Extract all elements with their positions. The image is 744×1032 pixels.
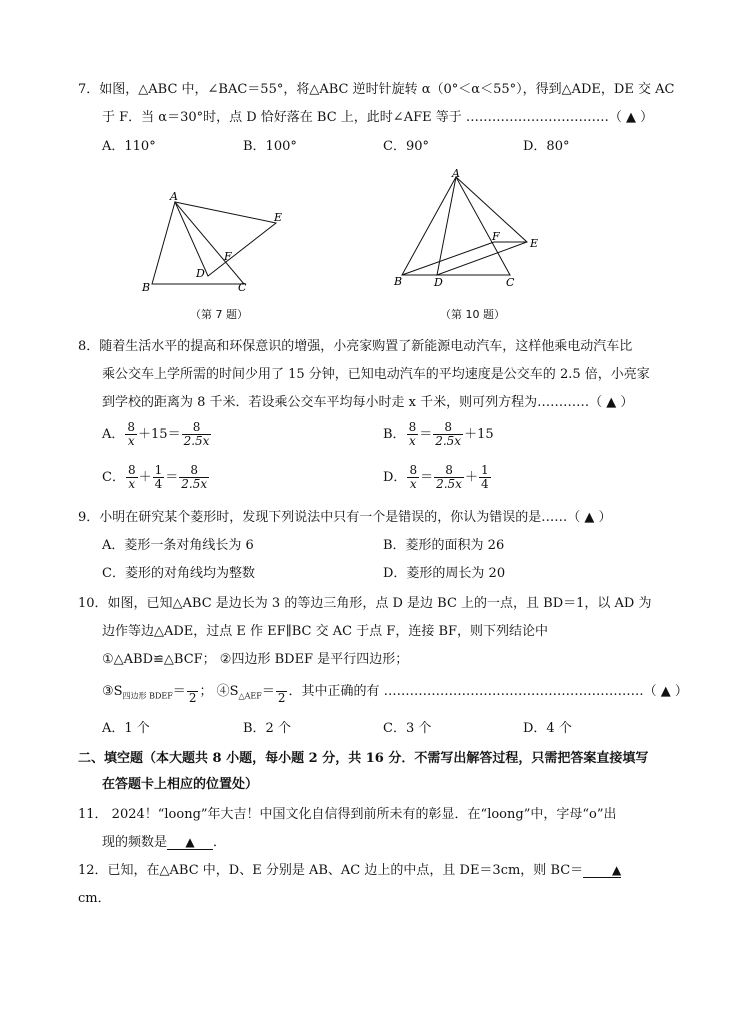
- fig7-label-e: E: [274, 211, 283, 224]
- q7-option-d: D．80°: [523, 139, 570, 154]
- fig10-label-e: E: [530, 237, 539, 250]
- q9-option-d: D．菱形的周长为 20: [383, 566, 506, 581]
- q11-text-line1: 11． 2024！“loong”年大吉！中国文化自信得到前所未有的彰显．在“loong”中，字母“o”出: [78, 807, 617, 822]
- fig7-label-a: A: [170, 190, 178, 203]
- fig10-label-a: A: [452, 167, 460, 180]
- q8-option-d: D． $\frac{8}{x}$ ＝ $\frac{8}{2.5x}$ ＋ $\frac{1}{4}$: [383, 463, 489, 491]
- q10-text-line3: ①△ABD≌△BCF； ②四边形 BDEF 是平行四边形；: [102, 652, 409, 667]
- q7-option-c: C．90°: [383, 139, 429, 154]
- fig7-label-f: F: [224, 250, 232, 263]
- section2-heading-line1: 二、填空题（本大题共 8 小题，每小题 2 分，共 16 分．不需写出解答过程，只需把答案直接填写: [78, 751, 649, 766]
- q12-text-line1: 12．已知，在△ABC 中，D、E 分别是 AB、AC 边上的中点，且 DE＝3cm，则 BC＝ ▲: [78, 863, 622, 878]
- q8-text-line2: 乘公交车上学所需的时间少用了 15 分钟，已知电动汽车的平均速度是公交车的 2.5 倍，小亮家: [102, 367, 650, 382]
- fig7-label-c: C: [238, 281, 247, 294]
- figure-7: [130, 180, 300, 295]
- q10-text-line2: 边作等边△ADE，过点 E 作 EF∥BC 交 AC 于点 F，连接 BF，则下列结论中: [102, 624, 549, 639]
- fig10-label-f: F: [492, 230, 500, 243]
- q8-text-line3: 到学校的距离为 8 千米．若设乘公交车平均每小时走 x 千米，则可列方程为…………（ ▲ ）: [102, 395, 634, 410]
- q11-text-line2: 现的频数是 ▲ ．: [102, 835, 227, 850]
- q12-text-line2: cm．: [78, 891, 111, 906]
- fig7-caption: （第 7 题）: [190, 308, 248, 321]
- q9-option-b: B．菱形的面积为 26: [383, 538, 505, 553]
- fig7-label-d: D: [196, 267, 205, 280]
- figure-10: [390, 165, 550, 295]
- q11-answer-blank: ▲: [167, 835, 213, 850]
- q7-text-line1: 7．如图，△ABC 中，∠BAC＝55°，将△ABC 逆时针旋转 α（0°＜α＜55°），得到△ADE，DE 交 AC: [78, 82, 675, 97]
- q7-option-b: B．100°: [243, 139, 297, 154]
- q10-option-b: B．2 个: [243, 721, 291, 736]
- q9-option-c: C．菱形的对角线均为整数: [102, 566, 255, 581]
- q10-option-c: C．3 个: [383, 721, 432, 736]
- fig7-label-b: B: [142, 281, 151, 294]
- q8-text-line1: 8．随着生活水平的提高和环保意识的增强，小亮家购置了新能源电动汽车，这样他乘电动汽车比: [78, 339, 633, 354]
- q10-option-a: A．1 个: [102, 721, 150, 736]
- q8-option-b: B． $\frac{8}{x}$ ＝ $\frac{8}{2.5x}$ ＋15: [383, 420, 494, 448]
- q10-option-d: D．4 个: [523, 721, 572, 736]
- q8-option-a: A． $\frac{8}{x}$ ＋15＝ $\frac{8}{2.5x}$: [102, 420, 210, 448]
- fig10-label-c: C: [506, 276, 515, 289]
- q9-text-line1: 9．小明在研究某个菱形时，发现下列说法中只有一个是错误的，你认为错误的是……（ ▲ ）: [78, 510, 612, 525]
- q10-text-line4: $③S_{四边形 BDEF}=$ 2 ； $④S_{\triangle AEF}=$ 2 ．其中正确的有 ……………………………………………………（ ▲ ）: [102, 684, 688, 705]
- q7-option-a: A．110°: [102, 139, 156, 154]
- q9-option-a: A．菱形一条对角线长为 6: [102, 538, 254, 553]
- q12-answer-blank: ▲: [583, 863, 621, 878]
- q7-text-line2: 于 F．当 α＝30°时，点 D 恰好落在 BC 上，此时∠AFE 等于 ……………………………（ ▲ ）: [102, 110, 654, 125]
- section2-heading-line2: 在答题卡上相应的位置处）: [102, 777, 259, 792]
- fig10-label-d: D: [434, 276, 443, 289]
- fig10-caption: （第 10 题）: [440, 308, 505, 321]
- fig10-label-b: B: [394, 275, 403, 288]
- q8-option-c: C． $\frac{8}{x}$ ＋ $\frac{1}{4}$ ＝ $\frac{8}{2.5x}$: [102, 463, 208, 491]
- q10-text-line1: 10．如图，已知△ABC 是边长为 3 的等边三角形，点 D 是边 BC 上的一点，且 BD＝1，以 AD 为: [78, 596, 652, 611]
